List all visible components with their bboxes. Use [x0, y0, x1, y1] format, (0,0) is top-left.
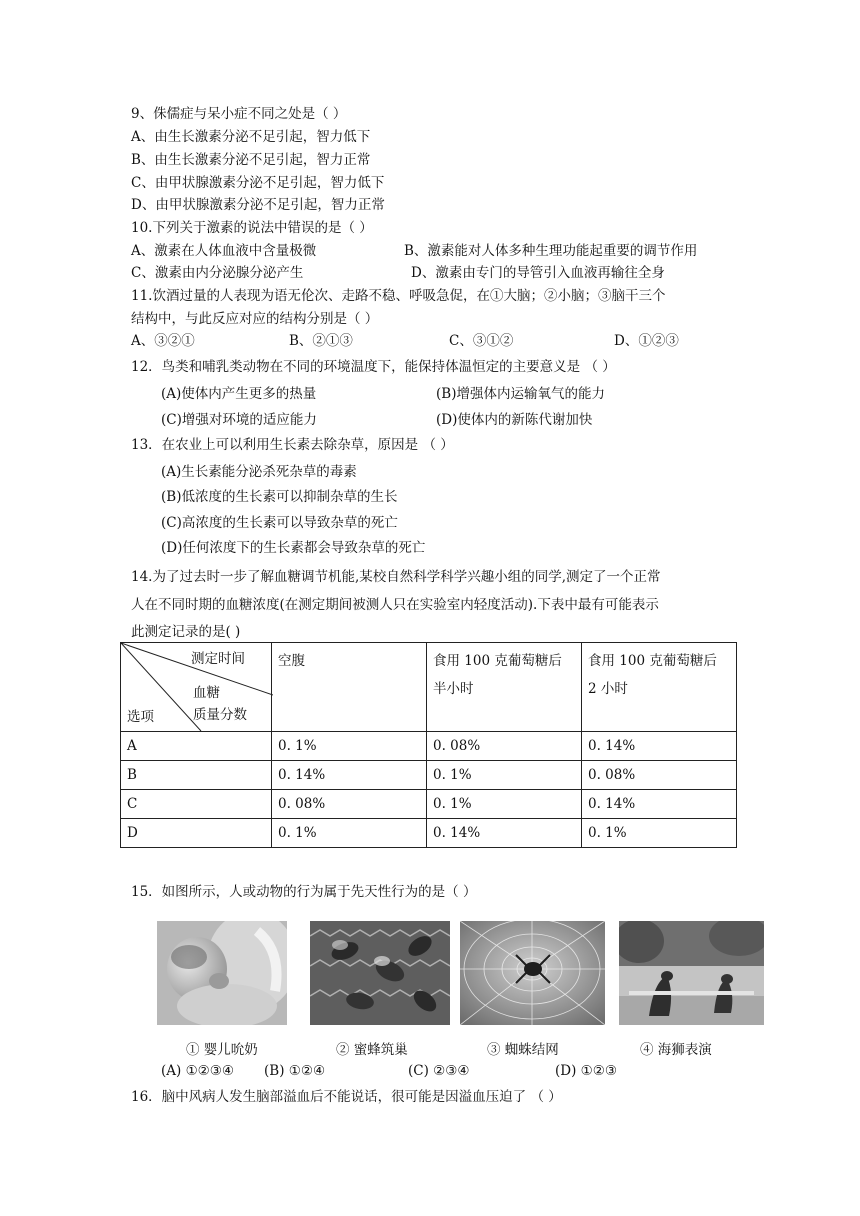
q12-option-b: (B)增强体内运输氧气的能力 — [436, 386, 605, 402]
q10-stem: 10.下列关于激素的说法中错误的是（ ） — [131, 220, 373, 236]
table-cell: B — [121, 761, 272, 790]
table-row — [121, 790, 737, 819]
q12-stem: 12．鸟类和哺乳类动物在不同的环境温度下，能保持体温恒定的主要意义是 （ ） — [131, 359, 616, 375]
q15-stem: 15．如图所示，人或动物的行为属于先天性行为的是（ ） — [131, 884, 477, 900]
header-half-hour — [427, 643, 582, 732]
table-cell: C — [121, 790, 272, 819]
q11-option-a: A、③②① — [131, 333, 195, 349]
q11-option-c: C、③①② — [449, 333, 514, 349]
table-cell: 0. 08% — [582, 761, 737, 790]
q11-option-b: B、②①③ — [289, 333, 353, 349]
q13-option-c: (C)高浓度的生长素可以导致杂草的死亡 — [161, 515, 398, 531]
table-cell: D — [121, 819, 272, 848]
sea-lion-photo — [619, 921, 764, 1025]
blood-sugar-table — [120, 642, 737, 848]
baby-nursing-photo — [157, 921, 287, 1025]
q15-option-c: (C) ②③④ — [408, 1063, 470, 1079]
header-fasting-label: 空腹 — [278, 653, 305, 669]
table-cell: A — [121, 732, 272, 761]
q10-option-c: C、激素由内分泌腺分泌产生 — [131, 265, 304, 281]
q9-option-b: B、由生长激素分泌不足引起，智力正常 — [131, 152, 371, 168]
table-cell: 0. 14% — [427, 819, 582, 848]
q9-stem: 9、侏儒症与呆小症不同之处是（ ） — [131, 106, 347, 122]
table-corner-cell — [121, 643, 272, 732]
table-cell: 0. 1% — [427, 790, 582, 819]
caption-spider-web: ③ 蜘蛛结网 — [487, 1042, 559, 1058]
table-cell: 0. 14% — [272, 761, 427, 790]
header-fasting — [272, 643, 427, 732]
q12-option-c: (C)增强对环境的适应能力 — [161, 412, 317, 428]
q13-option-a: (A)生长素能分泌杀死杂草的毒素 — [161, 464, 357, 480]
q15-option-b: (B) ①②④ — [264, 1063, 326, 1079]
q10-option-d: D、激素由专门的导管引入血液再输往全身 — [411, 265, 665, 281]
table-cell: 0. 1% — [427, 761, 582, 790]
table-cell: 0. 14% — [582, 732, 737, 761]
q16-stem: 16．脑中风病人发生脑部溢血后不能说话，很可能是因溢血压迫了 （ ） — [131, 1089, 562, 1105]
q10-option-a: A、激素在人体血液中含量极微 — [131, 243, 317, 259]
header-half-hour-line2: 半小时 — [433, 681, 474, 697]
corner-label-fraction: 质量分数 — [193, 707, 247, 723]
q13-option-b: (B)低浓度的生长素可以抑制杂草的生长 — [161, 489, 398, 505]
spider-web-photo — [460, 921, 605, 1025]
table-cell: 0. 1% — [272, 819, 427, 848]
corner-label-option: 选项 — [127, 709, 154, 725]
header-half-hour-line1: 食用 100 克葡萄糖后 — [433, 653, 562, 669]
q10-option-b: B、激素能对人体多种生理功能起重要的调节作用 — [404, 243, 698, 259]
table-cell: 0. 14% — [582, 790, 737, 819]
q9-option-c: C、由甲状腺激素分泌不足引起，智力低下 — [131, 175, 385, 191]
caption-bee-nest: ② 蜜蜂筑巢 — [336, 1042, 408, 1058]
header-two-hours-line2: 2 小时 — [588, 681, 628, 697]
q13-stem: 13．在农业上可以利用生长素去除杂草，原因是 （ ） — [131, 437, 454, 453]
q14-stem-line2: 人在不同时期的血糖浓度(在测定期间被测人只在实验室内轻度活动).下表中最有可能表示 — [131, 597, 659, 613]
bee-honeycomb-photo — [310, 921, 450, 1025]
q15-option-a: (A) ①②③④ — [161, 1063, 234, 1079]
corner-label-time: 测定时间 — [191, 651, 245, 667]
q9-option-a: A、由生长激素分泌不足引起，智力低下 — [131, 129, 371, 145]
q11-stem-line1: 11.饮酒过量的人表现为语无伦次、走路不稳、呼吸急促，在①大脑；②小脑；③脑干三个 — [131, 288, 666, 304]
corner-label-sugar: 血糖 — [193, 685, 220, 701]
q15-option-d: (D) ①②③ — [555, 1063, 617, 1079]
table-header-row — [121, 643, 737, 732]
caption-baby-nursing: ① 婴儿吮奶 — [186, 1042, 258, 1058]
q9-option-d: D、由甲状腺激素分泌不足引起，智力正常 — [131, 197, 385, 213]
caption-sea-lion: ④ 海狮表演 — [640, 1042, 712, 1058]
table-row — [121, 819, 737, 848]
q12-option-a: (A)使体内产生更多的热量 — [161, 386, 317, 402]
header-two-hours — [582, 643, 737, 732]
table-cell: 0. 1% — [582, 819, 737, 848]
table-cell: 0. 1% — [272, 732, 427, 761]
q14-stem-line3: 此测定记录的是( ) — [131, 624, 241, 640]
table-cell: 0. 08% — [427, 732, 582, 761]
q13-option-d: (D)任何浓度下的生长素都会导致杂草的死亡 — [161, 540, 426, 556]
table-row — [121, 761, 737, 790]
q11-stem-line2: 结构中，与此反应对应的结构分别是（ ） — [131, 311, 379, 327]
q14-stem-line1: 14.为了过去时一步了解血糖调节机能,某校自然科学科学兴趣小组的同学,测定了一个正常 — [131, 569, 661, 585]
q12-option-d: (D)使体内的新陈代谢加快 — [436, 412, 593, 428]
header-two-hours-line1: 食用 100 克葡萄糖后 — [588, 653, 717, 669]
table-cell: 0. 08% — [272, 790, 427, 819]
table-row — [121, 732, 737, 761]
q11-option-d: D、①②③ — [614, 333, 679, 349]
